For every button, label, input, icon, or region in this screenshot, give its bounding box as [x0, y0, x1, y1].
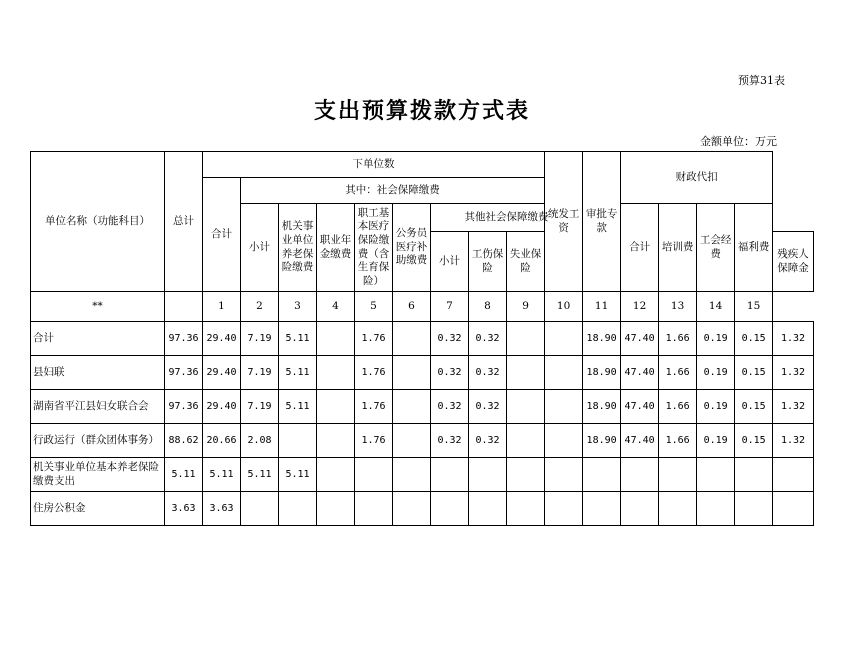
table-cell — [697, 492, 735, 526]
table-cell — [317, 458, 355, 492]
table-cell: 0.19 — [697, 322, 735, 356]
table-cell: 1.66 — [659, 322, 697, 356]
table-cell: 0.19 — [697, 424, 735, 458]
table-cell: 0.32 — [431, 390, 469, 424]
table-cell — [507, 458, 545, 492]
column-index-cell: 5 — [355, 292, 393, 322]
column-index-cell — [165, 292, 203, 322]
table-cell — [431, 458, 469, 492]
row-unit-name: 湖南省平江县妇女联合会 — [31, 390, 165, 424]
header-other-social: 其他社会保障缴费 — [431, 204, 583, 232]
table-cell: 0.32 — [469, 390, 507, 424]
header-welfare: 福利费 — [735, 204, 773, 292]
table-cell — [393, 356, 431, 390]
table-cell: 7.19 — [241, 322, 279, 356]
table-cell: 97.36 — [165, 390, 203, 424]
table-cell: 18.90 — [583, 322, 621, 356]
header-unit-name: 单位名称（功能科目） — [31, 152, 165, 292]
table-row — [31, 390, 814, 424]
table-cell — [621, 492, 659, 526]
table-cell: 5.11 — [203, 458, 241, 492]
table-cell: 18.90 — [583, 390, 621, 424]
table-cell: 47.40 — [621, 390, 659, 424]
header-other-xiaoji: 小计 — [431, 232, 469, 292]
table-cell — [393, 424, 431, 458]
table-cell — [507, 492, 545, 526]
table-cell: 1.66 — [659, 356, 697, 390]
header-injury: 工伤保险 — [469, 232, 507, 292]
table-row — [31, 356, 814, 390]
header-unemployment: 失业保险 — [507, 232, 545, 292]
table-cell: 0.32 — [469, 322, 507, 356]
table-cell: 1.32 — [773, 390, 814, 424]
table-cell: 3.63 — [165, 492, 203, 526]
table-cell — [317, 424, 355, 458]
table-cell: 97.36 — [165, 322, 203, 356]
table-cell: 0.32 — [431, 424, 469, 458]
header-civil-medical: 公务员医疗补助缴费 — [393, 204, 431, 292]
table-cell — [355, 492, 393, 526]
header-xiaoji: 小计 — [241, 204, 279, 292]
table-row — [31, 492, 814, 526]
table-cell: 3.63 — [203, 492, 241, 526]
column-index-cell: 3 — [279, 292, 317, 322]
page-title: 支出预算拨款方式表 — [313, 98, 530, 124]
header-fin-heji: 合计 — [621, 204, 659, 292]
table-cell: 5.11 — [241, 458, 279, 492]
table-cell — [545, 356, 583, 390]
table-cell: 29.40 — [203, 322, 241, 356]
table-cell: 47.40 — [621, 356, 659, 390]
table-cell: 1.76 — [355, 356, 393, 390]
table-cell — [317, 492, 355, 526]
table-cell — [393, 458, 431, 492]
row-unit-name: 行政运行（群众团体事务） — [31, 424, 165, 458]
row-unit-name: 机关事业单位基本养老保险缴费支出 — [31, 458, 165, 492]
header-medical: 职工基本医疗保险缴费（含生育保险） — [355, 204, 393, 292]
table-cell — [279, 424, 317, 458]
column-index-cell: ** — [31, 292, 165, 322]
column-index-cell: 13 — [659, 292, 697, 322]
column-index-cell: 2 — [241, 292, 279, 322]
table-cell: 18.90 — [583, 424, 621, 458]
table-cell: 1.32 — [773, 322, 814, 356]
column-index-cell: 1 — [203, 292, 241, 322]
table-cell: 1.76 — [355, 390, 393, 424]
header-disabled: 残疾人保障金 — [773, 232, 814, 292]
table-cell: 1.76 — [355, 424, 393, 458]
table-cell — [545, 492, 583, 526]
table-cell — [583, 458, 621, 492]
table-row — [31, 458, 814, 492]
header-annuity: 职业年金缴费 — [317, 204, 355, 292]
table-row — [31, 424, 814, 458]
table-cell: 47.40 — [621, 424, 659, 458]
table-cell: 7.19 — [241, 390, 279, 424]
table-cell — [621, 458, 659, 492]
table-cell: 1.32 — [773, 424, 814, 458]
column-index-cell: 8 — [469, 292, 507, 322]
budget-table — [30, 151, 814, 526]
table-cell: 0.32 — [469, 356, 507, 390]
row-unit-name: 合计 — [31, 322, 165, 356]
table-cell: 0.19 — [697, 356, 735, 390]
table-cell — [241, 492, 279, 526]
header-union: 工会经费 — [697, 204, 735, 292]
header-pension: 机关事业单位养老保险缴费 — [279, 204, 317, 292]
table-cell — [545, 424, 583, 458]
header-social-security: 其中：社会保障缴费 — [241, 178, 545, 204]
header-special: 审批专款 — [583, 152, 621, 292]
table-cell — [393, 492, 431, 526]
table-row — [31, 322, 814, 356]
table-cell — [545, 458, 583, 492]
table-cell — [735, 492, 773, 526]
table-cell: 7.19 — [241, 356, 279, 390]
table-cell — [469, 458, 507, 492]
table-cell: 5.11 — [165, 458, 203, 492]
form-number: 预算31表 — [738, 74, 785, 87]
table-cell — [317, 390, 355, 424]
table-cell: 1.66 — [659, 390, 697, 424]
table-cell — [507, 322, 545, 356]
table-cell: 0.32 — [469, 424, 507, 458]
table-cell — [393, 322, 431, 356]
table-cell — [583, 492, 621, 526]
table-cell: 0.32 — [431, 322, 469, 356]
table-cell — [545, 390, 583, 424]
row-unit-name: 住房公积金 — [31, 492, 165, 526]
table-cell: 0.32 — [431, 356, 469, 390]
table-cell: 18.90 — [583, 356, 621, 390]
table-cell: 0.15 — [735, 390, 773, 424]
header-finance-deduct: 财政代扣 — [621, 152, 773, 204]
table-cell: 29.40 — [203, 390, 241, 424]
table-cell — [279, 492, 317, 526]
column-index-cell: 11 — [583, 292, 621, 322]
header-salary: 统发工资 — [545, 152, 583, 292]
table-cell — [317, 322, 355, 356]
column-index-cell: 4 — [317, 292, 355, 322]
table-cell: 5.11 — [279, 322, 317, 356]
table-cell: 20.66 — [203, 424, 241, 458]
table-cell: 2.08 — [241, 424, 279, 458]
table-cell — [393, 390, 431, 424]
table-cell — [507, 356, 545, 390]
table-cell — [507, 424, 545, 458]
header-heji: 合计 — [203, 178, 241, 292]
column-index-cell: 14 — [697, 292, 735, 322]
table-cell — [355, 458, 393, 492]
column-index-cell: 15 — [735, 292, 773, 322]
header-training: 培训费 — [659, 204, 697, 292]
table-cell: 47.40 — [621, 322, 659, 356]
table-cell: 1.76 — [355, 322, 393, 356]
table-cell — [773, 492, 814, 526]
amount-unit-label: 金额单位：万元 — [700, 135, 777, 148]
column-index-cell: 12 — [621, 292, 659, 322]
header-total: 总计 — [165, 152, 203, 292]
column-index-cell: 10 — [545, 292, 583, 322]
table-cell: 5.11 — [279, 356, 317, 390]
column-index-row — [31, 292, 814, 322]
table-cell — [659, 492, 697, 526]
table-cell: 29.40 — [203, 356, 241, 390]
table-cell: 0.15 — [735, 322, 773, 356]
table-cell — [735, 458, 773, 492]
table-cell — [697, 458, 735, 492]
column-index-cell: 7 — [431, 292, 469, 322]
column-index-cell: 6 — [393, 292, 431, 322]
column-index-cell: 9 — [507, 292, 545, 322]
table-cell: 0.15 — [735, 356, 773, 390]
table-cell: 88.62 — [165, 424, 203, 458]
table-cell: 1.66 — [659, 424, 697, 458]
table-cell: 5.11 — [279, 390, 317, 424]
table-cell: 5.11 — [279, 458, 317, 492]
table-cell: 0.19 — [697, 390, 735, 424]
header-lower-units: 下单位数 — [203, 152, 545, 178]
table-cell — [659, 458, 697, 492]
table-cell — [317, 356, 355, 390]
table-cell — [431, 492, 469, 526]
table-cell: 0.15 — [735, 424, 773, 458]
table-cell — [545, 322, 583, 356]
table-cell: 97.36 — [165, 356, 203, 390]
table-cell — [507, 390, 545, 424]
table-cell — [773, 458, 814, 492]
table-cell: 1.32 — [773, 356, 814, 390]
row-unit-name: 县妇联 — [31, 356, 165, 390]
table-cell — [469, 492, 507, 526]
